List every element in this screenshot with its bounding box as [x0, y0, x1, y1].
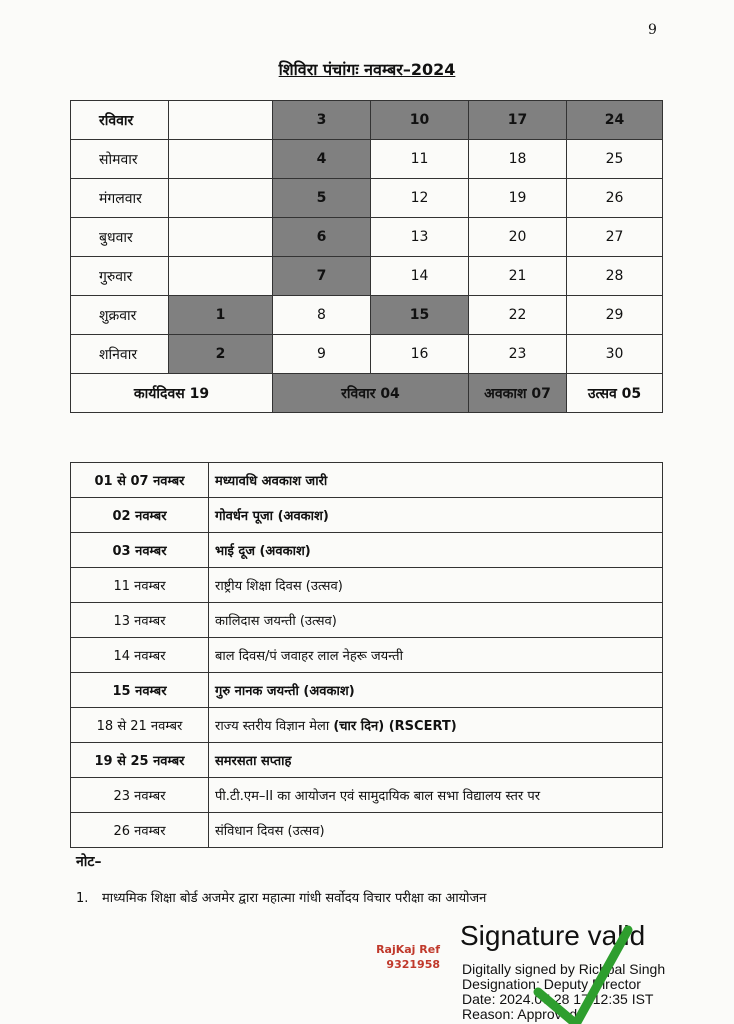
- calendar-row: [71, 335, 663, 374]
- check-mark-icon: [458, 920, 734, 1024]
- calendar-table: [70, 100, 663, 413]
- event-text-bold: (चार दिन) (RSCERT): [333, 719, 457, 734]
- date-cell: 8: [273, 296, 371, 335]
- signature-date: Date: 2024.07.28 17:12:35 IST: [462, 991, 654, 1007]
- date-cell: [169, 257, 273, 296]
- date-cell: 21: [469, 257, 567, 296]
- day-name: रविवार: [71, 101, 169, 140]
- event-date: 15 नवम्बर: [71, 673, 209, 708]
- date-cell: [169, 101, 273, 140]
- date-cell: 1: [169, 296, 273, 335]
- date-cell: [169, 218, 273, 257]
- event-row: [71, 463, 663, 498]
- date-cell: 27: [567, 218, 663, 257]
- calendar-summary-row: [71, 374, 663, 413]
- date-cell: 14: [371, 257, 469, 296]
- signature-signed-by: Digitally signed by Richpal Singh: [462, 961, 666, 977]
- event-row: [71, 708, 663, 743]
- event-date: 14 नवम्बर: [71, 638, 209, 673]
- working-days-summary: कार्यदिवस 19: [71, 374, 273, 413]
- date-cell: 22: [469, 296, 567, 335]
- event-date: 13 नवम्बर: [71, 603, 209, 638]
- date-cell: 7: [273, 257, 371, 296]
- event-text-main: राज्य स्तरीय विज्ञान मेला: [215, 719, 330, 734]
- events-table: [70, 462, 663, 848]
- date-cell: [169, 140, 273, 179]
- note-item-text: माध्यमिक शिक्षा बोर्ड अजमेर द्वारा महात्मा गांधी सर्वोदय विचार परीक्षा का आयोजन: [102, 891, 487, 906]
- note-item: [76, 888, 486, 906]
- calendar-row: [71, 140, 663, 179]
- date-cell: 15: [371, 296, 469, 335]
- date-cell: 13: [371, 218, 469, 257]
- event-text: संविधान दिवस (उत्सव): [209, 813, 663, 848]
- event-text: [209, 708, 663, 743]
- signature-reason: Reason: Approved: [462, 1006, 578, 1022]
- day-name: शनिवार: [71, 335, 169, 374]
- date-cell: 16: [371, 335, 469, 374]
- calendar-row: [71, 101, 663, 140]
- event-date: 03 नवम्बर: [71, 533, 209, 568]
- day-name: शुक्रवार: [71, 296, 169, 335]
- date-cell: 4: [273, 140, 371, 179]
- date-cell: 3: [273, 101, 371, 140]
- date-cell: 28: [567, 257, 663, 296]
- event-text: गोवर्धन पूजा (अवकाश): [209, 498, 663, 533]
- sundays-summary: रविवार 04: [273, 374, 469, 413]
- date-cell: 18: [469, 140, 567, 179]
- event-row: [71, 603, 663, 638]
- page-title: शिविरा पंचांगः नवम्बर–2024: [278, 60, 456, 79]
- date-cell: 19: [469, 179, 567, 218]
- event-row: [71, 533, 663, 568]
- event-text: समरसता सप्ताह: [209, 743, 663, 778]
- calendar-row: [71, 257, 663, 296]
- calendar-row: [71, 296, 663, 335]
- date-cell: 10: [371, 101, 469, 140]
- date-cell: 17: [469, 101, 567, 140]
- day-name: सोमवार: [71, 140, 169, 179]
- event-text: कालिदास जयन्ती (उत्सव): [209, 603, 663, 638]
- event-text: पी.टी.एम–II का आयोजन एवं सामुदायिक बाल सभा विद्यालय स्तर पर: [209, 778, 663, 813]
- holidays-summary: अवकाश 07: [469, 374, 567, 413]
- date-cell: 29: [567, 296, 663, 335]
- date-cell: 2: [169, 335, 273, 374]
- date-cell: 30: [567, 335, 663, 374]
- event-date: 01 से 07 नवम्बर: [71, 463, 209, 498]
- event-date: 19 से 25 नवम्बर: [71, 743, 209, 778]
- calendar-row: [71, 218, 663, 257]
- event-text: गुरु नानक जयन्ती (अवकाश): [209, 673, 663, 708]
- event-row: [71, 778, 663, 813]
- event-date: 26 नवम्बर: [71, 813, 209, 848]
- day-name: गुरुवार: [71, 257, 169, 296]
- event-row: [71, 498, 663, 533]
- event-date: 18 से 21 नवम्बर: [71, 708, 209, 743]
- event-row: [71, 813, 663, 848]
- date-cell: 25: [567, 140, 663, 179]
- event-row: [71, 743, 663, 778]
- event-row: [71, 638, 663, 673]
- date-cell: 26: [567, 179, 663, 218]
- event-text: बाल दिवस/पं जवाहर लाल नेहरू जयन्ती: [209, 638, 663, 673]
- rajkaj-reference: [370, 942, 440, 972]
- date-cell: 11: [371, 140, 469, 179]
- note-label: नोट–: [76, 854, 102, 870]
- festivals-summary: उत्सव 05: [567, 374, 663, 413]
- event-text: राष्ट्रीय शिक्षा दिवस (उत्सव): [209, 568, 663, 603]
- event-row: [71, 673, 663, 708]
- date-cell: 6: [273, 218, 371, 257]
- date-cell: 23: [469, 335, 567, 374]
- date-cell: [169, 179, 273, 218]
- digital-signature: [458, 920, 734, 1024]
- date-cell: 12: [371, 179, 469, 218]
- day-name: मंगलवार: [71, 179, 169, 218]
- date-cell: 5: [273, 179, 371, 218]
- rajkaj-label: RajKaj Ref: [376, 943, 440, 956]
- event-text: भाई दूज (अवकाश): [209, 533, 663, 568]
- event-date: 11 नवम्बर: [71, 568, 209, 603]
- signature-status: Signature valid: [460, 920, 646, 951]
- rajkaj-number: 9321958: [386, 958, 440, 971]
- signature-designation: Designation: Deputy Director: [462, 976, 641, 992]
- page-number: 9: [648, 22, 657, 38]
- event-text: मध्यावधि अवकाश जारी: [209, 463, 663, 498]
- event-row: [71, 568, 663, 603]
- day-name: बुधवार: [71, 218, 169, 257]
- calendar-row: [71, 179, 663, 218]
- date-cell: 9: [273, 335, 371, 374]
- event-date: 23 नवम्बर: [71, 778, 209, 813]
- date-cell: 20: [469, 218, 567, 257]
- date-cell: 24: [567, 101, 663, 140]
- event-date: 02 नवम्बर: [71, 498, 209, 533]
- note-item-number: 1.: [76, 891, 89, 906]
